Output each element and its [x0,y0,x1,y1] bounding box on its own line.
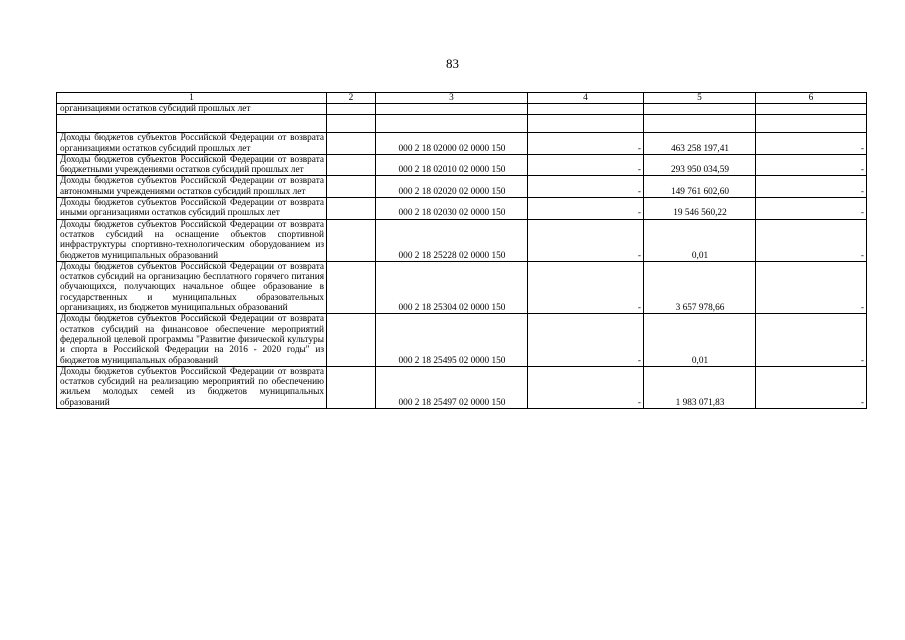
row-amount-cell: 293 950 034,59 [644,154,756,176]
row-col2-cell [327,198,376,220]
row-col2-cell [327,261,376,313]
row-col6-cell: - [756,314,867,366]
row-col4-cell: - [528,198,644,220]
table-row [57,154,867,176]
row-amount-cell: 0,01 [644,314,756,366]
row-amount-cell: 463 258 197,41 [644,133,756,155]
blank-cell [376,115,528,133]
row-code-cell: 000 2 18 02020 02 0000 150 [376,176,528,198]
row-amount-cell [644,104,756,115]
row-col2-cell [327,314,376,366]
row-col2-cell [327,133,376,155]
row-col4-cell: - [528,133,644,155]
row-description: Доходы бюджетов субъектов Российской Федерации от возврата остатков субсидий на финансовое обеспечение мероприятий федеральной целевой программы "Развитие физической культуры и спорта в Российской Федерации на 2016 - 2020 годы" из бюджетов муниципальных образований [57,314,327,366]
row-col4-cell: - [528,314,644,366]
blank-cell [327,115,376,133]
row-col2-cell [327,176,376,198]
column-header-3: 3 [376,93,528,104]
row-code-cell: 000 2 18 25495 02 0000 150 [376,314,528,366]
row-col6-cell: - [756,154,867,176]
blank-cell [528,115,644,133]
row-description: Доходы бюджетов субъектов Российской Федерации от возврата автономными учреждениями остатков субсидий прошлых лет [57,176,327,198]
budget-revenue-table [56,92,867,409]
column-header-4: 4 [528,93,644,104]
table-header-row [57,93,867,104]
row-amount-cell: 0,01 [644,219,756,261]
row-amount-cell: 3 657 978,66 [644,261,756,313]
row-description: Доходы бюджетов субъектов Российской Федерации от возврата организациями остатков субсидий прошлых лет [57,133,327,155]
row-col4-cell: - [528,261,644,313]
table-row [57,133,867,155]
page-number: 83 [446,56,459,71]
row-code-cell: 000 2 18 25497 02 0000 150 [376,366,528,408]
row-col6-cell: - [756,219,867,261]
blank-cell [756,115,867,133]
row-description: организациями остатков субсидий прошлых лет [57,104,327,115]
column-header-1: 1 [57,93,327,104]
row-col6-cell: - [756,176,867,198]
row-amount-cell: 1 983 071,83 [644,366,756,408]
blank-spacer-row [57,115,867,133]
row-col4-cell [528,104,644,115]
row-col6-cell [756,104,867,115]
row-description: Доходы бюджетов субъектов Российской Федерации от возврата остатков субсидий на организацию бесплатного горячего питания обучающихся, получающих начальное общее образование в государственных и муниципальных образовательных организациях, из бюджетов муниципальных образований [57,261,327,313]
row-col2-cell [327,104,376,115]
row-col4-cell: - [528,366,644,408]
column-header-6: 6 [756,93,867,104]
row-code-cell: 000 2 18 02010 02 0000 150 [376,154,528,176]
row-description: Доходы бюджетов субъектов Российской Федерации от возврата иными организациями остатков субсидий прошлых лет [57,198,327,220]
row-code-cell: 000 2 18 25304 02 0000 150 [376,261,528,313]
row-amount-cell: 149 761 602,60 [644,176,756,198]
row-col6-cell: - [756,366,867,408]
row-col6-cell: - [756,198,867,220]
row-col2-cell [327,366,376,408]
table-row [57,198,867,220]
row-amount-cell: 19 546 560,22 [644,198,756,220]
table-row [57,219,867,261]
column-header-5: 5 [644,93,756,104]
row-col2-cell [327,154,376,176]
table-row [57,261,867,313]
row-col6-cell: - [756,261,867,313]
blank-cell [57,115,327,133]
row-code-cell: 000 2 18 25228 02 0000 150 [376,219,528,261]
row-code-cell: 000 2 18 02000 02 0000 150 [376,133,528,155]
row-col4-cell: - [528,176,644,198]
table-row [57,366,867,408]
column-header-2: 2 [327,93,376,104]
row-code-cell [376,104,528,115]
row-col2-cell [327,219,376,261]
blank-cell [644,115,756,133]
row-code-cell: 000 2 18 02030 02 0000 150 [376,198,528,220]
row-description: Доходы бюджетов субъектов Российской Федерации от возврата бюджетными учреждениями остатков субсидий прошлых лет [57,154,327,176]
row-col6-cell: - [756,133,867,155]
row-col4-cell: - [528,219,644,261]
table-row [57,176,867,198]
table-row [57,314,867,366]
table-row [57,104,867,115]
row-description: Доходы бюджетов субъектов Российской Федерации от возврата остатков субсидий на оснащение объектов спортивной инфраструктуры спортивно-технологическим оборудованием из бюджетов муниципальных образований [57,219,327,261]
row-col4-cell: - [528,154,644,176]
row-description: Доходы бюджетов субъектов Российской Федерации от возврата остатков субсидий на реализацию мероприятий по обеспечению жильем молодых семей из бюджетов муниципальных образований [57,366,327,408]
